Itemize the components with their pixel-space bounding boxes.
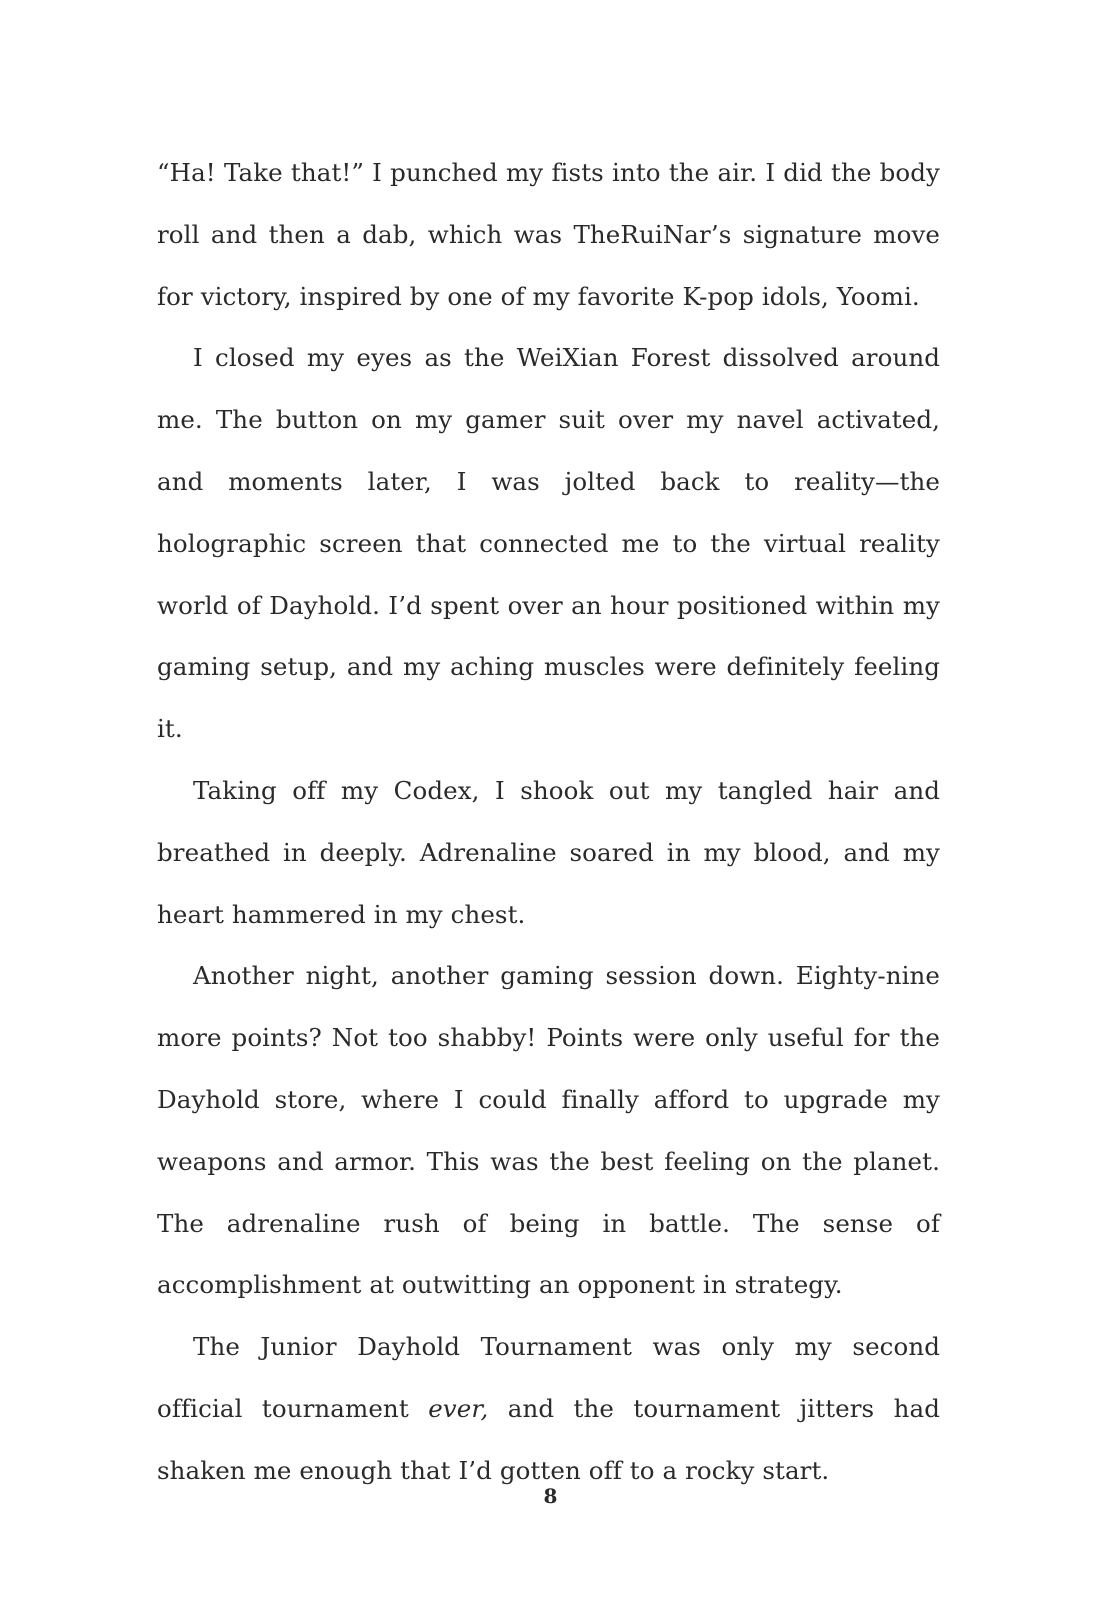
- body-text: [157, 142, 940, 1502]
- paragraph-1: “Ha! Take that!” I punched my fists into the air. I did the body roll and then a dab, which was TheRuiNar’s signature move for victory, inspired by one of my favorite K-pop idols, Yoomi.: [157, 158, 940, 311]
- page-number: 8: [543, 1484, 558, 1508]
- paragraph-5-start: The Junior Dayhold Tournament was only my second official tournament: [157, 1332, 940, 1423]
- paragraph-5-end: and the tournament jitters had shaken me enough that I’d gotten off to a rocky start.: [157, 1393, 941, 1485]
- paragraph-5: [157, 1316, 940, 1501]
- paragraph-4: Another night, another gaming session down. Eighty-nine more points? Not too shabby! Points were only useful for the Dayhold store, where I could finally afford to upgrade my weapons and armor. This was the best feeling on the planet. The adrenaline rush of being in battle. The sense of accomplishment at outwitting an opponent in strategy.: [157, 961, 940, 1300]
- paragraph-3: Taking off my Codex, I shook out my tangled hair and breathed in deeply. Adrenaline soared in my blood, and my heart hammered in my chest.: [157, 775, 940, 929]
- paragraph-5-emphasis: ever,: [428, 1393, 489, 1423]
- paragraph-2: I closed my eyes as the WeiXian Forest dissolved around me. The button on my gamer suit over my navel activated, and moments later, I was jolted back to reality—the holographic screen that connected me to the virtual reality world of Dayhold. I’d spent over an hour positioned within my gaming setup, and my aching muscles were definitely feeling it.: [157, 343, 940, 744]
